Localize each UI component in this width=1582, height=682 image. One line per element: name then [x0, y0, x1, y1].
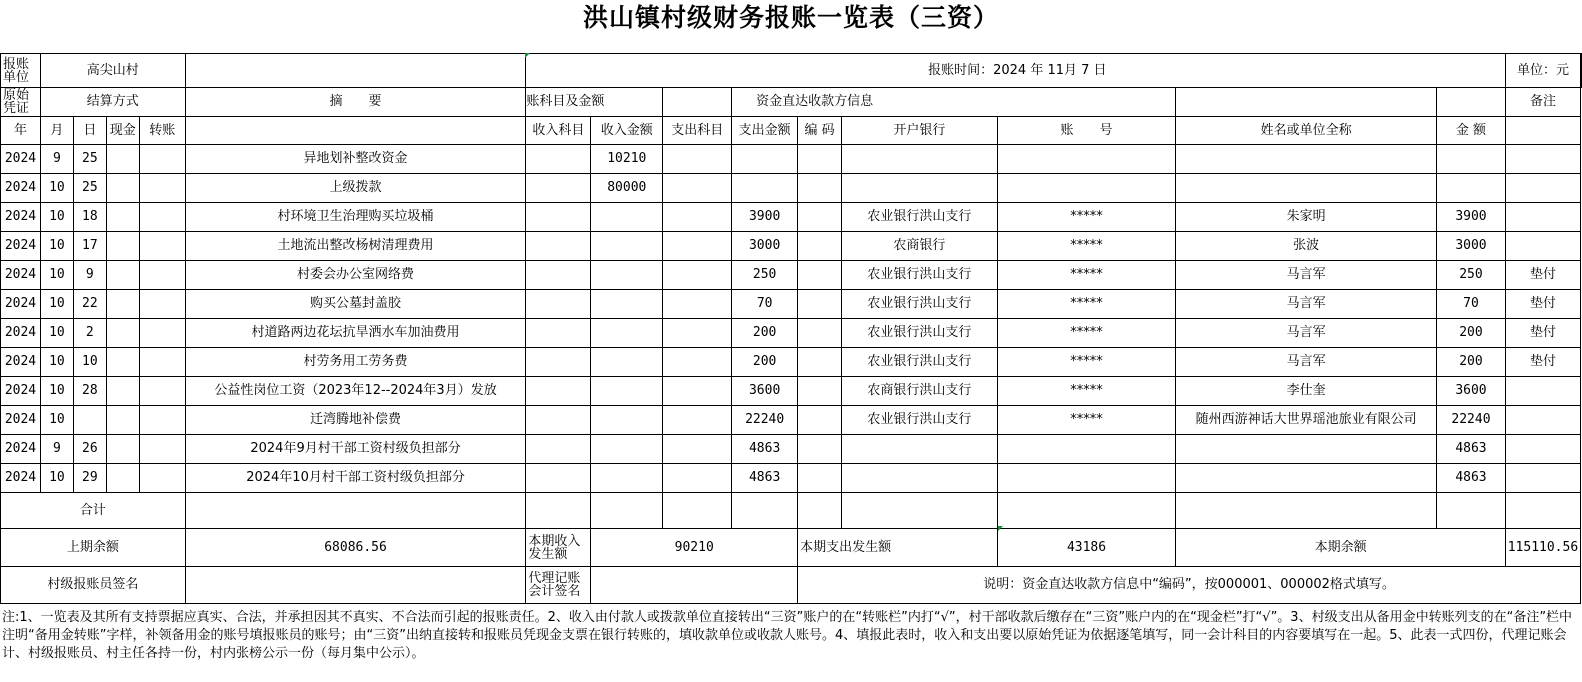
cell-summary: 异地划补整改资金 [185, 145, 526, 174]
cell-empty [526, 145, 591, 174]
cell-in_amt [591, 261, 663, 290]
cell-amount: 3600 [1437, 377, 1506, 406]
table-row [1, 406, 1582, 435]
voucher-label: 原始凭证 [1, 88, 41, 117]
cell-bank: 农业银行洪山支行 [842, 261, 998, 290]
cell-remark: 垫付 [1505, 348, 1580, 377]
table-row [1, 348, 1582, 377]
cell-d: 10 [73, 348, 106, 377]
cell-empty [526, 464, 591, 493]
cell-d [73, 406, 106, 435]
cell-account [997, 464, 1175, 493]
comment-marker [525, 53, 530, 58]
column-header: 月 [40, 117, 73, 145]
cell-payee: 马言军 [1176, 290, 1437, 319]
cell-summary: 村劳务用工劳务费 [185, 348, 526, 377]
header-row-2 [1, 88, 1582, 117]
cell-summary: 村环境卫生治理购买垃圾桶 [185, 203, 526, 232]
agent-sign-field[interactable] [591, 567, 798, 604]
cell-payee: 马言军 [1176, 348, 1437, 377]
cell-bank: 农商银行 [842, 232, 998, 261]
cell-empty [663, 290, 732, 319]
cell-amount: 3000 [1437, 232, 1506, 261]
cell-amount: 70 [1437, 290, 1506, 319]
cell-account [997, 174, 1175, 203]
column-header: 支出科目 [663, 117, 732, 145]
cell-bank [842, 464, 998, 493]
cell-bank [842, 435, 998, 464]
income-label: 本期收入发生额 [526, 529, 591, 567]
table-row [1, 377, 1582, 406]
cell-bank [842, 145, 998, 174]
cell-m: 10 [40, 348, 73, 377]
cell-summary: 2024年10月村干部工资村级负担部分 [185, 464, 526, 493]
column-header: 开户银行 [842, 117, 998, 145]
cell-bank: 农业银行洪山支行 [842, 406, 998, 435]
cell-empty [732, 493, 798, 529]
cell-m: 10 [40, 290, 73, 319]
cell-m: 10 [40, 203, 73, 232]
table-row [1, 261, 1582, 290]
cell-in_amt [591, 464, 663, 493]
cell-empty [526, 377, 591, 406]
cell-empty [139, 348, 185, 377]
cell-code [798, 406, 842, 435]
cell-remark [1505, 232, 1580, 261]
cell-empty [139, 377, 185, 406]
cell-y: 2024 [1, 406, 41, 435]
remark-label: 备注 [1505, 88, 1580, 117]
explain-text: 说明：资金直达收款方信息中“编码”，按000001、000002格式填写。 [798, 567, 1581, 604]
table-row [1, 145, 1582, 174]
cell-remark [1505, 377, 1580, 406]
cell-m: 10 [40, 174, 73, 203]
cell-empty [591, 493, 663, 529]
cell-amount: 250 [1437, 261, 1506, 290]
cell-in_amt [591, 406, 663, 435]
cell-empty [842, 493, 998, 529]
cell-d: 26 [73, 435, 106, 464]
cell-payee [1176, 174, 1437, 203]
cell-out_amt: 3900 [732, 203, 798, 232]
cell-payee: 朱家明 [1176, 203, 1437, 232]
cell-empty [139, 203, 185, 232]
cell-amount: 22240 [1437, 406, 1506, 435]
cell-account: ***** [997, 290, 1175, 319]
cell-summary: 购买公墓封盖胶 [185, 290, 526, 319]
village-name: 高尖山村 [40, 54, 185, 88]
table-row [1, 290, 1582, 319]
cell-y: 2024 [1, 435, 41, 464]
cell-empty [1505, 493, 1580, 529]
cell-payee: 张波 [1176, 232, 1437, 261]
cell-y: 2024 [1, 174, 41, 203]
cell-summary: 村委会办公室网络费 [185, 261, 526, 290]
cell-code [798, 464, 842, 493]
cell-bank: 农业银行洪山支行 [842, 319, 998, 348]
column-header: 年 [1, 117, 41, 145]
cell-payee [1176, 464, 1437, 493]
cell-m: 10 [40, 464, 73, 493]
cell-account [997, 435, 1175, 464]
cell-in_amt: 10210 [591, 145, 663, 174]
column-header [185, 117, 526, 145]
cell-empty [663, 319, 732, 348]
cell-out_amt: 250 [732, 261, 798, 290]
cell-m: 10 [40, 261, 73, 290]
cell-empty [139, 464, 185, 493]
cell-out_amt: 4863 [732, 435, 798, 464]
income-value: 90210 [591, 529, 798, 567]
cell-code [798, 174, 842, 203]
cell-in_amt [591, 377, 663, 406]
table-row [1, 232, 1582, 261]
cell-empty [663, 145, 732, 174]
cell-empty [663, 348, 732, 377]
cell-payee: 随州西游神话大世界瑶池旅业有限公司 [1176, 406, 1437, 435]
cell-out_amt: 4863 [732, 464, 798, 493]
total-row [1, 493, 1582, 529]
cell-empty [526, 493, 591, 529]
cell-summary: 村道路两边花坛抗旱洒水车加油费用 [185, 319, 526, 348]
cell-d: 22 [73, 290, 106, 319]
cell-empty [139, 290, 185, 319]
cell-code [798, 145, 842, 174]
column-header: 账 号 [997, 117, 1175, 145]
cell-d: 17 [73, 232, 106, 261]
cell-account: ***** [997, 348, 1175, 377]
cell-empty [663, 203, 732, 232]
cell-m: 10 [40, 406, 73, 435]
column-header [1505, 117, 1580, 145]
cell-empty [526, 406, 591, 435]
cell-empty [139, 174, 185, 203]
cell-empty [526, 319, 591, 348]
cell-account: ***** [997, 406, 1175, 435]
header-row-3 [1, 117, 1582, 145]
payee-info-label: 资金直达收款方信息 [732, 88, 1176, 117]
cell-bank: 农商银行洪山支行 [842, 377, 998, 406]
report-table [0, 53, 1582, 604]
cell-y: 2024 [1, 203, 41, 232]
cell-amount [1437, 145, 1506, 174]
current-balance-label: 本期余额 [1176, 529, 1506, 567]
cell-account: ***** [997, 377, 1175, 406]
cell-code [798, 203, 842, 232]
cell-code [798, 319, 842, 348]
comment-marker [998, 526, 1003, 531]
cell-empty [106, 435, 139, 464]
cell-remark: 垫付 [1505, 261, 1580, 290]
cell-payee [1176, 145, 1437, 174]
cell-out_amt: 200 [732, 319, 798, 348]
cell-empty [663, 435, 732, 464]
cell-out_amt [732, 145, 798, 174]
column-header: 金 额 [1437, 117, 1506, 145]
cell-bank: 农业银行洪山支行 [842, 348, 998, 377]
cell-empty [106, 319, 139, 348]
cell-remark: 垫付 [1505, 290, 1580, 319]
cell-out_amt [732, 174, 798, 203]
cell-empty [106, 377, 139, 406]
cell-y: 2024 [1, 319, 41, 348]
reporter-sign-label: 村级报账员签名 [1, 567, 186, 604]
accounts-label: 账科目及金额 [526, 88, 663, 117]
cell-empty [663, 406, 732, 435]
column-header: 日 [73, 117, 106, 145]
cell-empty [526, 348, 591, 377]
cell-empty [526, 174, 591, 203]
notes: 注:1、一览表及其所有支持票据应真实、合法，并承担因其不真实、不合法而引起的报账责任。2、收入由付款人或拨款单位直接转出“三资”账户的在“转账栏”内打“√”，村干部收款后缴存在“三资”账户内的在“现金栏”打“√”。3、村级支出从备用金中转账列支的在“备注”栏中注明“备用金转账”字样，补领备用金的账号填报账员的账号；由“三资”出纳直接转和报账员凭现金支票在银行转账的，填收款单位或收款人账号。4、填报此表时，收入和支出要以原始凭证为依据逐笔填写，同一会计科目的内容要填写在一起。5、此表一式四份，代理记账会计、村级报账员、村主任各持一份，村内张榜公示一份（每月集中公示）。 [2, 610, 1573, 661]
cell-in_amt [591, 290, 663, 319]
cell-d: 25 [73, 174, 106, 203]
cell-empty [106, 261, 139, 290]
cell-bank: 农业银行洪山支行 [842, 290, 998, 319]
cell-out_amt: 70 [732, 290, 798, 319]
cell-code [798, 377, 842, 406]
cell-empty [185, 493, 526, 529]
cell-amount: 4863 [1437, 464, 1506, 493]
cell-payee: 李仕奎 [1176, 377, 1437, 406]
cell-d: 25 [73, 145, 106, 174]
cell-bank [842, 174, 998, 203]
cell-amount: 3900 [1437, 203, 1506, 232]
cell-y: 2024 [1, 377, 41, 406]
cell-out_amt: 22240 [732, 406, 798, 435]
cell-summary: 2024年9月村干部工资村级负担部分 [185, 435, 526, 464]
table-row [1, 203, 1582, 232]
cell-m: 10 [40, 319, 73, 348]
cell-out_amt: 200 [732, 348, 798, 377]
cell-empty [663, 261, 732, 290]
cell-payee [1176, 435, 1437, 464]
report-unit-label: 报账单位 [1, 54, 41, 88]
signature-row [1, 567, 1582, 604]
cell-empty [106, 406, 139, 435]
cell-code [798, 348, 842, 377]
cell-empty [139, 145, 185, 174]
cell-empty [663, 232, 732, 261]
summary-label: 摘 要 [185, 88, 526, 117]
column-header: 收入金额 [591, 117, 663, 145]
cell-remark [1505, 174, 1580, 203]
total-label: 合计 [1, 493, 186, 529]
cell-empty [526, 290, 591, 319]
prev-balance-label: 上期余额 [1, 529, 186, 567]
expense-label: 本期支出发生额 [798, 529, 998, 567]
cell-empty [798, 493, 842, 529]
cell-empty [526, 203, 591, 232]
cell-empty [997, 493, 1175, 529]
column-header: 收入科目 [526, 117, 591, 145]
cell-summary: 公益性岗位工资（2023年12--2024年3月）发放 [185, 377, 526, 406]
cell-empty [1437, 493, 1506, 529]
table-row [1, 319, 1582, 348]
cell-remark [1505, 406, 1580, 435]
cell-in_amt [591, 203, 663, 232]
cell-remark [1505, 464, 1580, 493]
cell-in_amt [591, 319, 663, 348]
cell-account: ***** [997, 232, 1175, 261]
cell-in_amt [591, 435, 663, 464]
cell-empty [139, 406, 185, 435]
cell-empty [663, 377, 732, 406]
cell-amount: 200 [1437, 319, 1506, 348]
cell-summary: 土地流出整改杨树清理费用 [185, 232, 526, 261]
column-header: 支出金额 [732, 117, 798, 145]
cell-y: 2024 [1, 261, 41, 290]
cell-empty [526, 435, 591, 464]
cell-empty [106, 232, 139, 261]
cell-m: 9 [40, 145, 73, 174]
cell-empty [106, 290, 139, 319]
cell-in_amt: 80000 [591, 174, 663, 203]
agent-sign-label: 代理记账会计签名 [526, 567, 591, 604]
cell-remark: 垫付 [1505, 319, 1580, 348]
page-title: 洪山镇村级财务报账一览表（三资） [582, 3, 999, 32]
cell-empty [526, 232, 591, 261]
prev-balance-value: 68086.56 [185, 529, 526, 567]
cell-account: ***** [997, 261, 1175, 290]
cell-code [798, 435, 842, 464]
cell-amount: 4863 [1437, 435, 1506, 464]
cell-empty [139, 261, 185, 290]
cell-payee: 马言军 [1176, 261, 1437, 290]
cell-d: 28 [73, 377, 106, 406]
cell-payee: 马言军 [1176, 319, 1437, 348]
cell-d: 9 [73, 261, 106, 290]
cell-empty [663, 174, 732, 203]
cell-out_amt: 3600 [732, 377, 798, 406]
column-header: 编 码 [798, 117, 842, 145]
cell-out_amt: 3000 [732, 232, 798, 261]
cell-d: 18 [73, 203, 106, 232]
cell-account [997, 145, 1175, 174]
unit-label: 单位：元 [1505, 54, 1580, 88]
header-row-1 [1, 54, 1582, 88]
cell-empty [663, 493, 732, 529]
cell-code [798, 232, 842, 261]
cell-remark [1505, 435, 1580, 464]
cell-empty [106, 174, 139, 203]
cell-y: 2024 [1, 290, 41, 319]
expense-value: 43186 [997, 529, 1175, 567]
cell-in_amt [591, 348, 663, 377]
cell-code [798, 261, 842, 290]
table-row [1, 464, 1582, 493]
cell-amount: 200 [1437, 348, 1506, 377]
cell-account: ***** [997, 203, 1175, 232]
cell-m: 9 [40, 435, 73, 464]
column-header: 姓名或单位全称 [1176, 117, 1437, 145]
table-row [1, 435, 1582, 464]
balance-row [1, 529, 1582, 567]
cell-summary: 上级拨款 [185, 174, 526, 203]
cell-code [798, 290, 842, 319]
cell-empty [139, 435, 185, 464]
cell-bank: 农业银行洪山支行 [842, 203, 998, 232]
cell-remark [1505, 203, 1580, 232]
column-header: 现金 [106, 117, 139, 145]
table-row [1, 174, 1582, 203]
cell-empty [139, 232, 185, 261]
cell-y: 2024 [1, 145, 41, 174]
reporter-sign-field[interactable] [185, 567, 526, 604]
cell-d: 29 [73, 464, 106, 493]
cell-empty [106, 348, 139, 377]
cell-summary: 迁湾腾地补偿费 [185, 406, 526, 435]
cell-empty [139, 319, 185, 348]
cell-m: 10 [40, 377, 73, 406]
cell-empty [1176, 493, 1437, 529]
cell-account: ***** [997, 319, 1175, 348]
cell-empty [526, 261, 591, 290]
current-balance-value: 115110.56 [1505, 529, 1580, 567]
cell-empty [106, 145, 139, 174]
cell-remark [1505, 145, 1580, 174]
report-time: 报账时间：2024 年 11月 7 日 [526, 54, 1437, 88]
cell-amount [1437, 174, 1506, 203]
cell-m: 10 [40, 232, 73, 261]
cell-empty [663, 464, 732, 493]
settlement-label: 结算方式 [40, 88, 185, 117]
cell-y: 2024 [1, 464, 41, 493]
cell-y: 2024 [1, 232, 41, 261]
cell-y: 2024 [1, 348, 41, 377]
column-header: 转账 [139, 117, 185, 145]
cell-empty [106, 203, 139, 232]
cell-d: 2 [73, 319, 106, 348]
cell-in_amt [591, 232, 663, 261]
cell-empty [106, 464, 139, 493]
